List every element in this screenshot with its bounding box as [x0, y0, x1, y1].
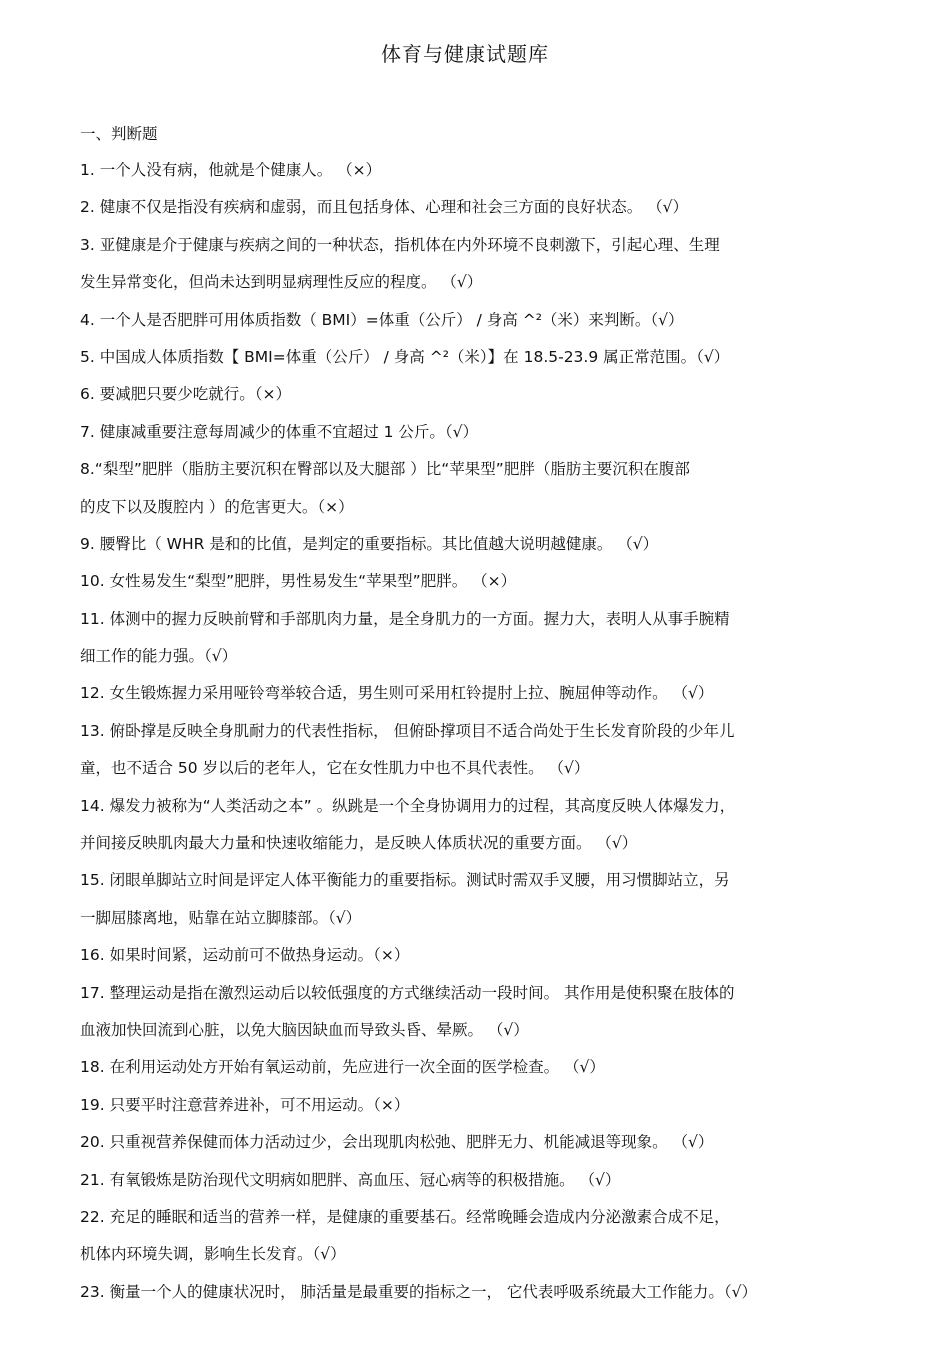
text-line: 血液加快回流到心脏，以免大脑因缺血而导致头昏、晕厥。 （√）	[80, 1020, 529, 1039]
text-line: 1. 一个人没有病，他就是个健康人。 （×）	[80, 161, 382, 179]
text-line: 15. 闭眼单脚站立时间是评定人体平衡能力的重要指标。测试时需双手叉腰，用习惯脚站立，另	[80, 871, 730, 890]
text-line: 16. 如果时间紧，运动前可不做热身运动。（×）	[80, 946, 410, 965]
text-line: 发生异常变化，但尚未达到明显病理性反应的程度。 （√）	[80, 273, 483, 292]
section-heading: 一、判断题	[80, 125, 158, 143]
text-line: 14. 爆发力被称为“人类活动之本” 。纵跳是一个全身协调用力的过程，其高度反映人体爆发力，	[80, 796, 736, 815]
question-list	[80, 152, 880, 1311]
text-line: 21. 有氧锻炼是防治现代文明病如肥胖、高血压、冠心病等的积极措施。 （√）	[80, 1170, 621, 1189]
text-line: 童，也不适合 50 岁以后的老年人，它在女性肌力中也不具代表性。 （√）	[80, 759, 590, 778]
text-line: 3. 亚健康是介于健康与疾病之间的一种状态，指机体在内外环境不良刺激下，引起心理、生理	[80, 235, 720, 254]
text-line: 并间接反映肌肉最大力量和快速收缩能力，是反映人体质状况的重要方面。 （√）	[80, 834, 638, 853]
text-line: 10. 女性易发生“梨型”肥胖，男性易发生“苹果型”肥胖。 （×）	[80, 572, 517, 591]
text-line: 12. 女生锻炼握力采用哑铃弯举较合适，男生则可采用杠铃提肘上拉、腕屈伸等动作。 （√）	[80, 684, 714, 703]
text-line: 11. 体测中的握力反映前臂和手部肌肉力量，是全身肌力的一方面。握力大，表明人从事手腕精	[80, 609, 730, 628]
text-line: 8.“梨型”肥胖（脂肪主要沉积在臀部以及大腿部 ）比“苹果型”肥胖（脂肪主要沉积在腹部	[80, 460, 690, 479]
page-title: 体育与健康试题库	[381, 42, 549, 66]
text-line: 20. 只重视营养保健而体力活动过少，会出现肌肉松弛、肥胖无力、机能减退等现象。 （√）	[80, 1133, 714, 1152]
text-line: 5. 中国成人体质指数【 BMI=体重（公斤） / 身高 ^²（米）】在 18.5-23.9 属正常范围。（√）	[80, 347, 730, 366]
text-line: 22. 充足的睡眠和适当的营养一样，是健康的重要基石。经常晚睡会造成内分泌激素合成不足，	[80, 1207, 730, 1226]
text-line: 2. 健康不仅是指没有疾病和虚弱，而且包括身体、心理和社会三方面的良好状态。 （√）	[80, 198, 689, 217]
text-line: 13. 俯卧撑是反映全身肌耐力的代表性指标， 但俯卧撑项目不适合尚处于生长发育阶段的少年儿	[80, 721, 735, 740]
text-line: 19. 只要平时注意营养进补，可不用运动。（×）	[80, 1095, 410, 1114]
text-line: 一脚屈膝离地，贴靠在站立脚膝部。（√）	[80, 908, 362, 927]
text-line: 6. 要减肥只要少吃就行。（×）	[80, 385, 291, 404]
text-line: 的皮下以及腹腔内 ）的危害更大。（×）	[80, 497, 354, 516]
text-line: 4. 一个人是否肥胖可用体质指数（ BMI）=体重（公斤） / 身高 ^²（米）来判断。（√）	[80, 310, 684, 329]
text-line: 23. 衡量一个人的健康状况时， 肺活量是最重要的指标之一， 它代表呼吸系统最大工作能力。（√）	[80, 1282, 758, 1301]
text-line: 机体内环境失调，影响生长发育。（√）	[80, 1245, 346, 1264]
text-line: 9. 腰臀比（ WHR 是和的比值，是判定的重要指标。其比值越大说明越健康。 （√）	[80, 534, 659, 553]
text-line: 18. 在利用运动处方开始有氧运动前，先应进行一次全面的医学检查。 （√）	[80, 1058, 605, 1077]
text-line: 7. 健康减重要注意每周减少的体重不宜超过 1 公斤。（√）	[80, 422, 479, 441]
text-line: 17. 整理运动是指在激烈运动后以较低强度的方式继续活动一段时间。 其作用是使积聚在肢体的	[80, 983, 735, 1002]
text-line: 细工作的能力强。（√）	[80, 647, 238, 666]
